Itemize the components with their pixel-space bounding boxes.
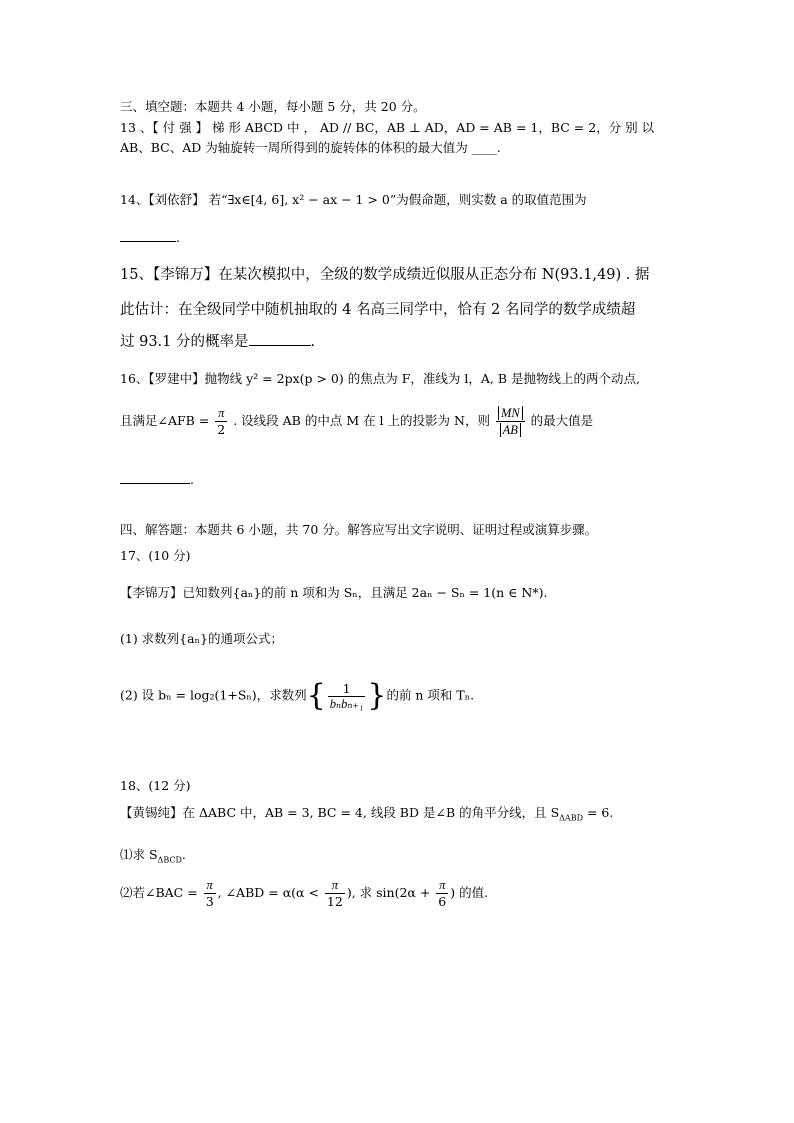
q16-ab-abs: AB [500, 423, 521, 437]
q16-mn-abs: MN [498, 406, 523, 420]
q17-fraction-numerator: 1 [328, 681, 366, 697]
q18-part-1 [120, 846, 186, 870]
q14-answer-line [120, 229, 180, 247]
q18-f2-numerator: π [325, 878, 345, 894]
q13-line-2-text: AB、BC、AD 为轴旋转一周所得到的旋转体的体积的最大值为 [120, 140, 468, 155]
q16-line-2-start: 且满足∠AFB = [120, 413, 210, 428]
q17-fraction-denominator: bₙbₙ₊₁ [329, 696, 364, 711]
q16-angle-numerator: π [215, 406, 227, 422]
q17-left-brace: { [306, 678, 326, 713]
q18-part-2-c: ), 求 sin(2α + [346, 885, 431, 900]
q17-header: 17、(10 分) [120, 548, 191, 563]
q18-part-2 [120, 878, 488, 909]
q18-header: 18、(12 分) [120, 778, 191, 793]
q18-part-1-text: ⑴求 S [120, 847, 158, 862]
q16-line-2 [120, 405, 593, 438]
q18-part-2-b: , ∠ABD = α(α < [217, 885, 319, 900]
q16-answer-blank [120, 471, 190, 484]
q16-end: . [190, 472, 194, 487]
q18-part-1-end: . [181, 847, 186, 862]
q13-line-1: 13 、【 付 强 】 梯 形 ABCD 中 ， AD // BC，AB ⊥ AD，AD = AB = 1，BC = 2，分 别 以 [120, 120, 655, 135]
q15-line-3-text: 过 93.1 分的概率是 [120, 334, 249, 350]
q17-right-brace: } [367, 678, 387, 713]
q18-f1-denominator: 3 [205, 894, 214, 909]
q16-angle-denominator: 2 [217, 422, 226, 437]
q16-angle-fraction [215, 406, 227, 437]
q18-stem-text: 【黄锡纯】在 ΔABC 中，AB = 3, BC = 4, 线段 BD 是∠B 的角平分线，且 S [120, 805, 560, 820]
q18-f2-denominator: 12 [326, 894, 343, 909]
q18-fraction-pi-6 [436, 878, 448, 909]
section-3-heading: 三、填空题：本题共 4 小题，每小题 5 分，共 20 分。 [120, 99, 426, 114]
q18-fraction-pi-3 [204, 878, 216, 909]
q17-part-2 [120, 676, 474, 716]
q14-end: . [176, 230, 180, 245]
q15-line-3 [120, 333, 315, 351]
q15-answer-blank [249, 333, 311, 346]
q16-ratio-numerator [496, 405, 525, 422]
q17-fraction [328, 681, 366, 712]
q13-line-2 [120, 139, 501, 157]
q17-stem: 【李锦万】已知数列{aₙ}的前 n 项和为 Sₙ，且满足 2aₙ − Sₙ = 1(n ∈ N*). [120, 585, 548, 600]
q18-part-2-a: ⑵若∠BAC = [120, 885, 198, 900]
q18-stem-end: = 6. [583, 805, 614, 820]
q16-answer-line [120, 471, 194, 489]
q16-ratio-denominator [496, 422, 525, 438]
q15-line-2: 此估计：在全级同学中随机抽取的 4 名高三同学中，恰有 2 名同学的数学成绩超 [120, 302, 636, 318]
q18-f1-numerator: π [204, 878, 216, 894]
q16-line-1: 16、【罗建中】抛物线 y² = 2px(p > 0) 的焦点为 F，准线为 l，A, B 是抛物线上的两个动点, [120, 371, 640, 386]
q17-part-2-end: 的前 n 项和 Tₙ. [386, 687, 475, 703]
q18-fraction-pi-12 [325, 878, 345, 909]
q18-stem [120, 804, 613, 828]
q15-end: . [310, 334, 316, 350]
q14-answer-blank [120, 229, 176, 242]
q17-part-2-start: (2) 设 bₙ = log₂(1+Sₙ)，求数列 [120, 687, 307, 703]
q13-end: . [496, 140, 501, 155]
q18-f3-numerator: π [436, 878, 448, 894]
section-4-heading: 四、解答题：本题共 6 小题，共 70 分。解答应写出文字说明、证明过程或演算步骤。 [120, 522, 598, 537]
q18-part-2-d: ) 的值. [450, 885, 489, 900]
q16-line-2-end: 的最大值是 [530, 413, 594, 428]
q15-line-1: 15、【李锦万】在某次模拟中，全级的数学成绩近似服从正态分布 N(93.1,49) . 据 [120, 267, 650, 283]
q17-part-1: (1) 求数列{aₙ}的通项公式； [120, 631, 283, 646]
q18-f3-denominator: 6 [438, 894, 447, 909]
q18-part-1-subscript: ΔBCD [157, 855, 182, 865]
q18-stem-subscript: ΔABD [559, 813, 584, 823]
q14-line: 14、【刘依舒】 若“∃x∈[4, 6], x² − ax − 1 > 0”为假命题，则实数 a 的取值范围为 [120, 192, 587, 207]
q16-line-2-middle: . 设线段 AB 的中点 M 在 l 上的投影为 N，则 [233, 413, 490, 428]
q13-answer-blank: ____ [471, 140, 497, 155]
q16-ratio-fraction [496, 405, 525, 438]
